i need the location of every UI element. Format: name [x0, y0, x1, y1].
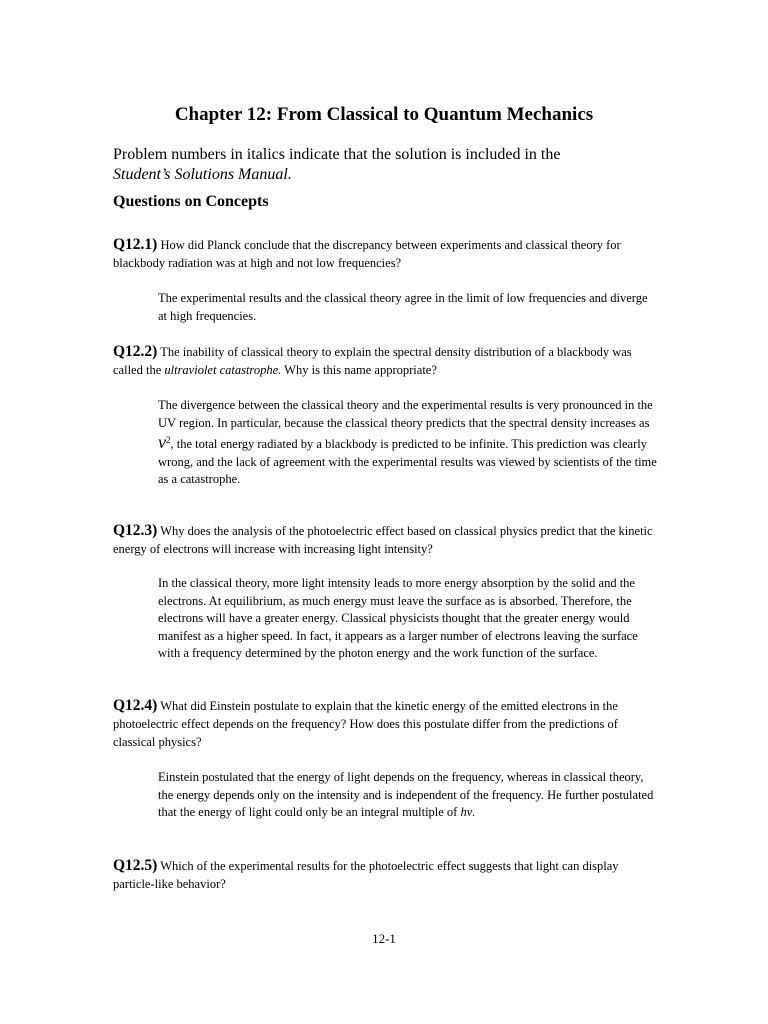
- question-text-end: Why is this name appropriate?: [284, 363, 437, 377]
- intro-line-1: Problem numbers in italics indicate that the solution is included in the: [113, 146, 561, 163]
- answer-text-end: , the total energy radiated by a blackbody is predicted to be infinite. This prediction was clearly wrong, and the lack of agreement with the experimental results was viewed by scientists of the time as a catastrophe.: [158, 437, 657, 487]
- question-12-3: [113, 522, 658, 558]
- chapter-title: Chapter 12: From Classical to Quantum Mechanics: [174, 104, 594, 125]
- question-text: Which of the experimental results for the photoelectric effect suggests that light can display particle-like behavior?: [113, 859, 619, 891]
- answer-12-1: The experimental results and the classical theory agree in the limit of low frequencies and diverge at high frequencies.: [158, 291, 648, 323]
- question-number: Q12.3): [113, 522, 158, 539]
- question-number: Q12.4): [113, 697, 158, 714]
- intro-note: [113, 145, 673, 185]
- page-number: 12-1: [372, 931, 396, 946]
- answer-text: Einstein postulated that the energy of light depends on the frequency, whereas in classical theory, the energy depends only on the intensity and is independent of the frequency. He further postulated that the energy of light could only be an integral multiple of: [158, 770, 654, 819]
- answer-12-4: [158, 769, 658, 822]
- question-text: How did Planck conclude that the discrepancy between experiments and classical theory for blackbody radiation was at high and not low frequencies?: [113, 238, 621, 270]
- question-text-italic: ultraviolet catastrophe.: [164, 363, 282, 377]
- question-12-2: [113, 343, 658, 379]
- answer-hv: hν.: [460, 805, 476, 819]
- section-heading: Questions on Concepts: [113, 193, 269, 210]
- answer-12-3: In the classical theory, more light intensity leads to more energy absorption by the solid and the electrons. At equilibrium, as much energy must leave the surface as is absorbed. Therefore, the electrons will have a greater energy. Classical physicists thought that the greater energy would manifest as a higher speed. In fact, it appears as a larger number of electrons leaving the surface with a frequency determined by the photon energy and the work function of the surface.: [158, 576, 638, 660]
- nu-exponent: 2: [166, 435, 171, 445]
- question-number: Q12.2): [113, 343, 158, 360]
- question-text: What did Einstein postulate to explain that the kinetic energy of the emitted electrons in the photoelectric effect depends on the frequency? How does this postulate differ from the predictions of classical physics?: [113, 699, 618, 749]
- question-12-4: [113, 697, 658, 751]
- question-text: Why does the analysis of the photoelectric effect based on classical physics predict that the kinetic energy of electrons will increase with increasing light intensity?: [113, 524, 653, 556]
- question-text: The inability of classical theory to explain the spectral density distribution of a blackbody was called the: [113, 345, 632, 377]
- nu-symbol: ν: [158, 432, 166, 453]
- question-12-5: [113, 857, 658, 893]
- answer-text: The divergence between the classical theory and the experimental results is very pronounced in the UV region. In particular, because the classical theory predicts that the spectral density increases as: [158, 398, 653, 430]
- question-number: Q12.1): [113, 236, 158, 253]
- question-12-1: [113, 236, 658, 272]
- intro-line-2: Student’s Solutions Manual.: [113, 166, 292, 183]
- answer-12-2: [158, 397, 658, 489]
- question-number: Q12.5): [113, 857, 158, 874]
